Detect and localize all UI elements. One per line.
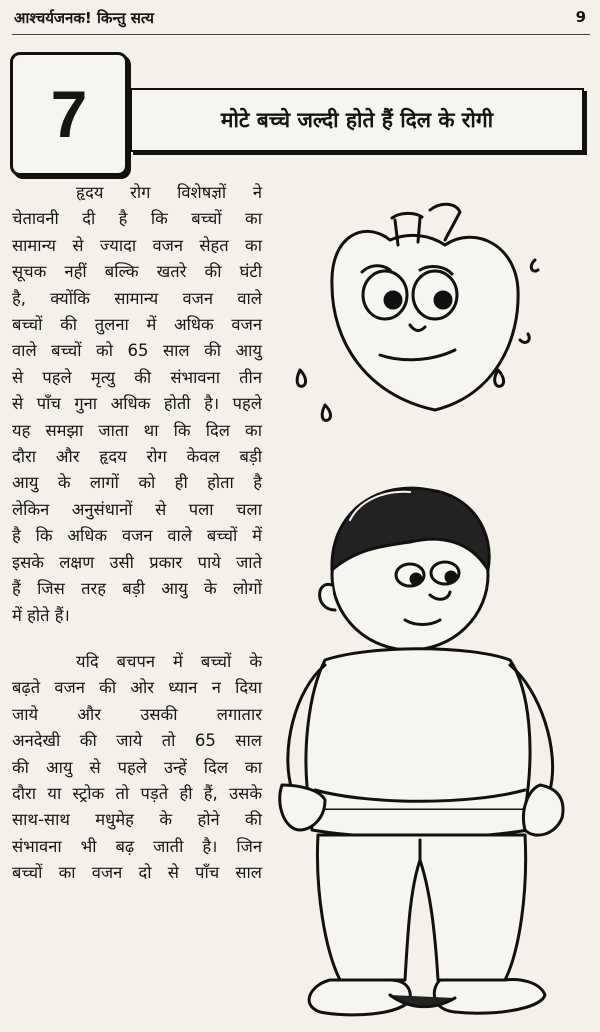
article-body bbox=[12, 180, 262, 887]
body-line: चेतावनी दी है कि बच्चों का bbox=[12, 209, 262, 229]
body-line: जाये और उसकी लगातार bbox=[12, 704, 262, 724]
page-number: 9 bbox=[575, 8, 586, 26]
body-line: आयु के लागों को ही होता है bbox=[12, 473, 262, 493]
body-line: वाले बच्चों को 65 साल की आयु bbox=[12, 341, 262, 361]
body-line: यह समझा जाता था कि दिल का bbox=[12, 420, 262, 440]
body-line: की आयु से पहले उन्हें दिल का bbox=[12, 757, 262, 777]
body-line: हृदय रोग विशेषज्ञों ने bbox=[76, 183, 262, 202]
body-line: इसके लक्षण उसी प्रकार पाये जाते bbox=[12, 552, 262, 572]
body-line: में होते हैं। bbox=[12, 605, 70, 625]
body-line: अनदेखी की जाये तो 65 साल bbox=[12, 731, 262, 751]
body-line: है, क्योंकि सामान्य वजन वाले bbox=[12, 288, 262, 308]
body-line: है कि अधिक वजन वाले बच्चों में bbox=[12, 526, 262, 546]
chapter-title-box bbox=[130, 88, 584, 152]
chapter-title: मोटे बच्चे जल्दी होते हैं दिल के रोगी bbox=[220, 108, 494, 132]
paragraph-gap bbox=[12, 629, 262, 649]
body-line: बच्चों की तुलना में अधिक वजन bbox=[12, 315, 262, 335]
body-line: सामान्य से ज्यादा वजन सेहत का bbox=[12, 235, 262, 255]
body-line: दौरा या स्ट्रोक तो पड़ते ही हैं, उसके bbox=[12, 783, 262, 803]
body-line: सूचक नहीं बल्कि खतरे की घंटी bbox=[12, 262, 262, 282]
illustration bbox=[270, 190, 590, 1020]
chapter-number: 7 bbox=[50, 77, 88, 151]
cartoon-heart-icon bbox=[297, 204, 538, 420]
body-line: हैं जिस तरह बड़ी आयु के लोगों bbox=[12, 579, 262, 599]
body-line: संभावना भी बढ़ जाती है। जिन bbox=[12, 836, 262, 856]
body-line: साथ-साथ मधुमेह के होने की bbox=[12, 810, 262, 830]
body-line: यदि बचपन में बच्चों के bbox=[76, 651, 262, 671]
body-line: बढ़ते वजन की ओर ध्यान न दिया bbox=[12, 678, 262, 698]
body-line: लेकिन अनुसंधानों से पला चला bbox=[12, 499, 262, 519]
body-line: दौरा और हृदय रोग केवल बड़ी bbox=[12, 447, 262, 467]
header-divider bbox=[12, 34, 590, 35]
body-line: से पहले मृत्यु की संभावना तीन bbox=[12, 367, 262, 387]
body-line: बच्चों का वजन दो से पाँच साल bbox=[12, 863, 262, 883]
body-line: से पाँच गुना अधिक होती है। पहले bbox=[12, 394, 262, 414]
running-header-title: आश्चर्यजनक! किन्तु सत्य bbox=[14, 9, 154, 27]
cartoon-boy-icon bbox=[280, 488, 563, 1015]
chapter-number-box bbox=[10, 52, 128, 176]
